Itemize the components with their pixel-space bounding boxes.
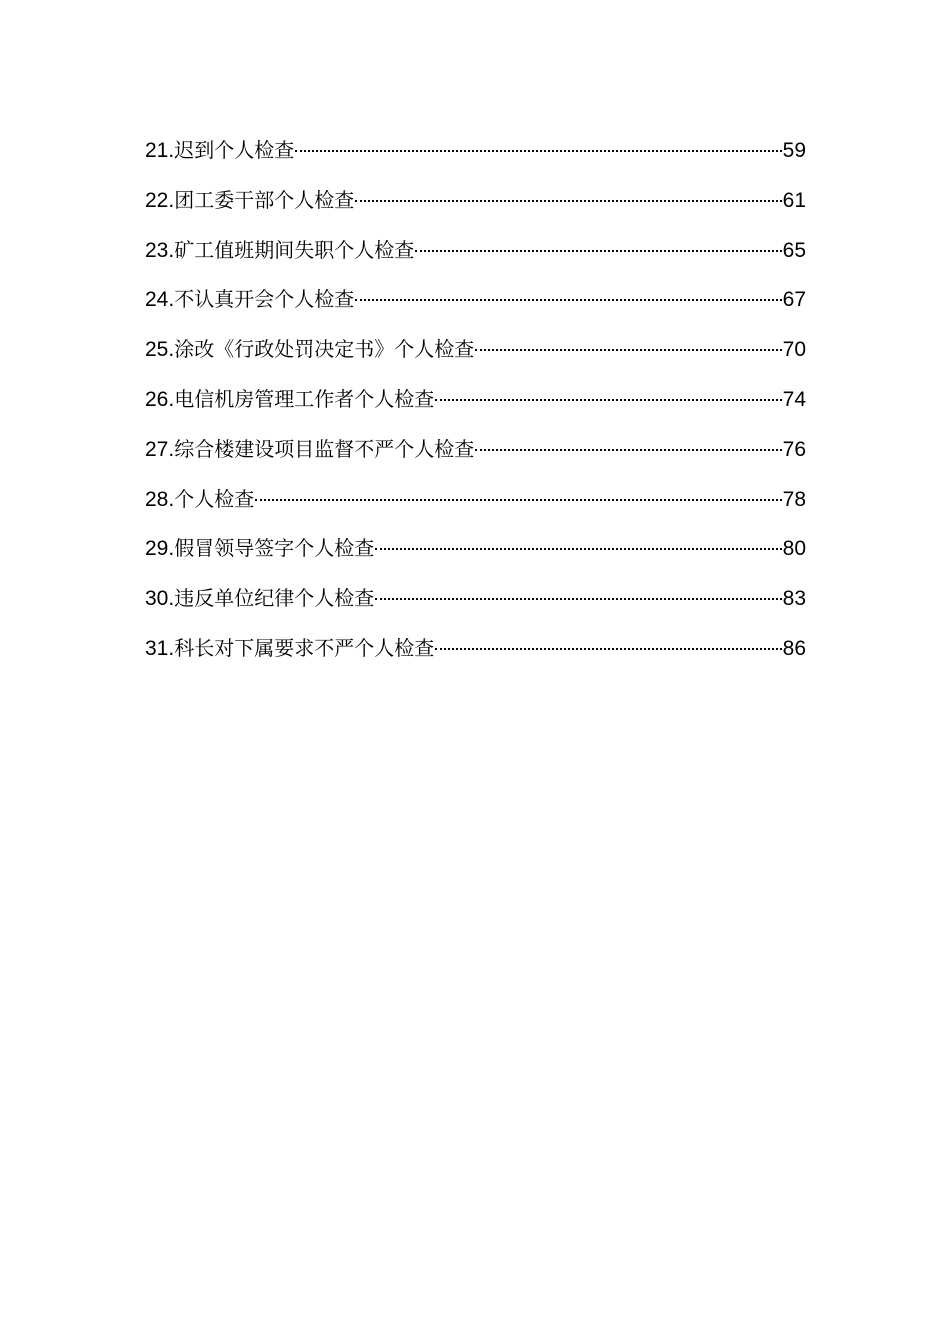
toc-dot-leader: [375, 548, 781, 550]
toc-entry-title: 矿工值班期间失职个人检查: [174, 237, 415, 262]
toc-entry[interactable]: [145, 180, 806, 230]
toc-entry[interactable]: [145, 479, 806, 529]
toc-entry-title: 个人检查: [174, 486, 255, 511]
toc-entry-title: 违反单位纪律个人检查: [174, 586, 375, 611]
toc-entry-page: 59: [782, 139, 806, 162]
toc-dot-leader: [295, 150, 781, 152]
toc-entry-number: 25.: [145, 338, 175, 362]
toc-dot-leader: [435, 648, 781, 650]
toc-entry-title: 迟到个人检查: [174, 138, 295, 162]
toc-entry-number: 21.: [145, 139, 175, 162]
toc-dot-leader: [475, 449, 781, 451]
toc-entry-page: 86: [782, 636, 806, 660]
toc-entry-number: 26.: [145, 387, 175, 411]
toc-entry-title: 不认真开会个人检查: [174, 287, 355, 312]
toc-dot-leader: [475, 349, 781, 351]
toc-entry[interactable]: [145, 578, 806, 628]
toc-entry[interactable]: [145, 279, 806, 329]
toc-entry-page: 78: [782, 487, 806, 511]
toc-entry-page: 76: [782, 437, 806, 461]
toc-entry-title: 假冒领导签字个人检查: [174, 536, 375, 561]
toc-dot-leader: [255, 499, 781, 501]
toc-entry-page: 70: [782, 338, 806, 362]
toc-entry-page: 61: [782, 188, 806, 212]
toc-entry-number: 27.: [145, 437, 175, 461]
toc-dot-leader: [415, 250, 781, 252]
toc-entry-number: 29.: [145, 537, 175, 561]
toc-entry-title: 电信机房管理工作者个人检查: [174, 386, 435, 411]
toc-entry-page: 65: [782, 238, 806, 262]
toc-entry-number: 24.: [145, 288, 175, 312]
toc-entry[interactable]: [145, 379, 806, 429]
toc-entry-page: 83: [782, 587, 806, 611]
toc-dot-leader: [355, 299, 781, 301]
toc-dot-leader: [355, 200, 781, 202]
toc-entry-number: 30.: [145, 587, 175, 611]
toc-entry-number: 28.: [145, 487, 175, 511]
toc-entry[interactable]: [145, 130, 806, 180]
toc-entry-number: 23.: [145, 238, 175, 262]
toc-entry-title: 科长对下属要求不严个人检查: [174, 635, 435, 660]
toc-entry-number: 31.: [145, 636, 175, 660]
toc-entry-number: 22.: [145, 188, 175, 212]
toc-entry[interactable]: [145, 329, 806, 379]
toc-entry-title: 团工委干部个人检查: [174, 187, 355, 212]
toc-entry-page: 80: [782, 537, 806, 561]
toc-entry-title: 综合楼建设项目监督不严个人检查: [174, 436, 475, 461]
table-of-contents: [145, 130, 806, 678]
toc-entry[interactable]: [145, 230, 806, 280]
toc-dot-leader: [375, 598, 781, 600]
toc-entry[interactable]: [145, 628, 806, 678]
toc-entry-title: 涂改《行政处罚决定书》个人检查: [174, 337, 475, 362]
toc-entry[interactable]: [145, 429, 806, 479]
toc-entry-page: 67: [782, 288, 806, 312]
toc-dot-leader: [435, 399, 781, 401]
toc-entry-page: 74: [782, 387, 806, 411]
toc-entry[interactable]: [145, 528, 806, 578]
